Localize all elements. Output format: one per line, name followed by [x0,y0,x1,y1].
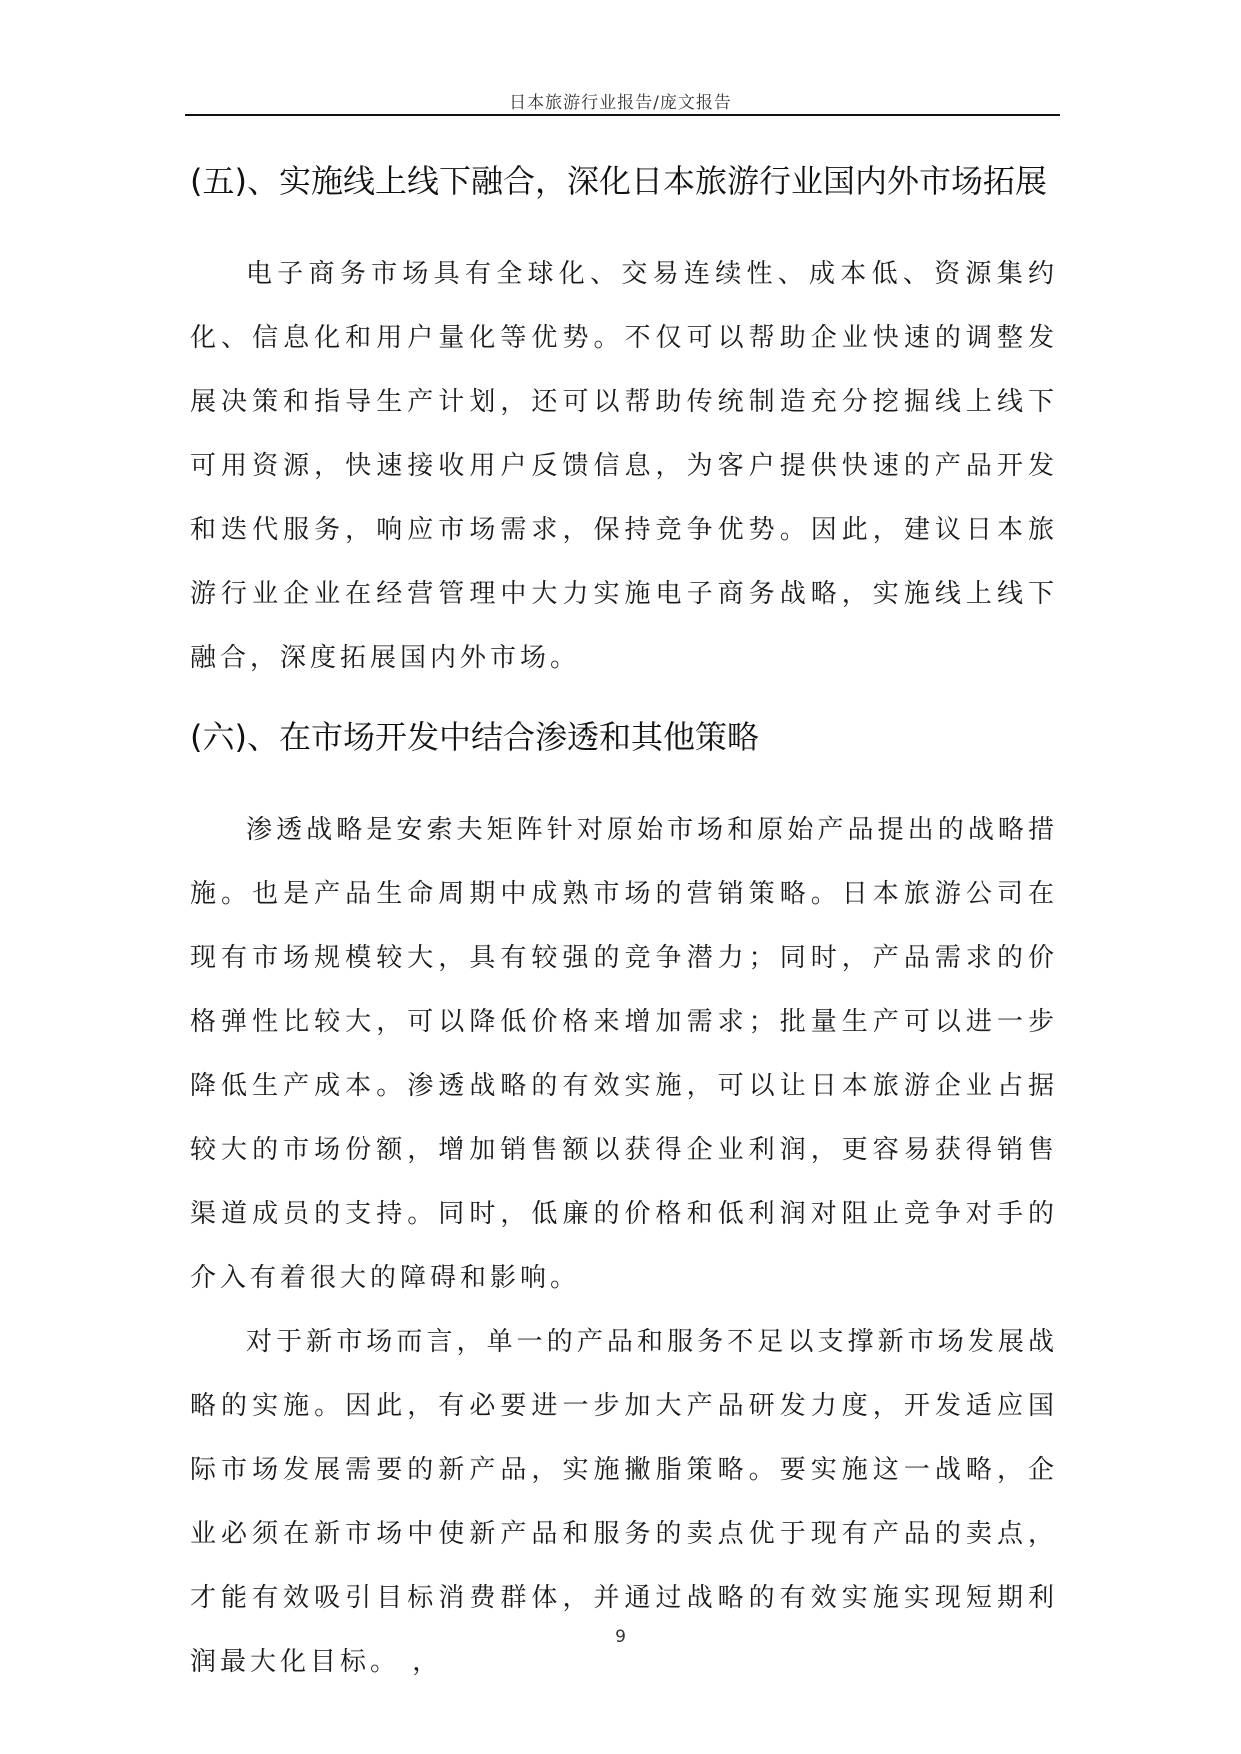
section-heading-5: (五)、实施线上线下融合，深化日本旅游行业国内外市场拓展 [190,162,1047,200]
running-header: 日本旅游行业报告/庞文报告 [509,93,732,113]
section-heading-6: (六)、在市场开发中结合渗透和其他策略 [190,718,759,756]
paragraph-ecommerce: 电子商务市场具有全球化、交易连续性、成本低、资源集约化、信息化和用户量化等优势。不仅可以帮助企业快速的调整发展决策和指导生产计划，还可以帮助传统制造充分挖掘线上线下可用资源，快速接收用户反馈信息，为客户提供快速的产品开发和迭代服务，响应市场需求，保持竞争优势。因此，建议日本旅游行业企业在经营管理中大力实施电子商务战略，实施线上线下融合，深度拓展国内外市场。 [190,259,1058,673]
paragraph-new-market: 对于新市场而言，单一的产品和服务不足以支撑新市场发展战略的实施。因此，有必要进一步加大产品研发力度，开发适应国际市场发展需要的新产品，实施撇脂策略。要实施这一战略，企业必须在新市场中使新产品和服务的卖点优于现有产品的卖点，才能有效吸引目标消费群体，并通过战略的有效实施实现短期利润最大化目标。 ， [190,1327,1058,1677]
paragraph-penetration-strategy: 渗透战略是安索夫矩阵针对原始市场和原始产品提出的战略措施。也是产品生命周期中成熟市场的营销策略。日本旅游公司在现有市场规模较大，具有较强的竞争潜力；同时，产品需求的价格弹性比较大，可以降低价格来增加需求；批量生产可以进一步降低生产成本。渗透战略的有效实施，可以让日本旅游企业占据较大的市场份额，增加销售额以获得企业利润，更容易获得销售渠道成员的支持。同时，低廉的价格和低利润对阻止竞争对手的介入有着很大的障碍和影响。 [190,815,1058,1293]
page-body [190,150,1058,1694]
page-number: 9 [615,1627,626,1647]
header-divider [185,114,1060,116]
